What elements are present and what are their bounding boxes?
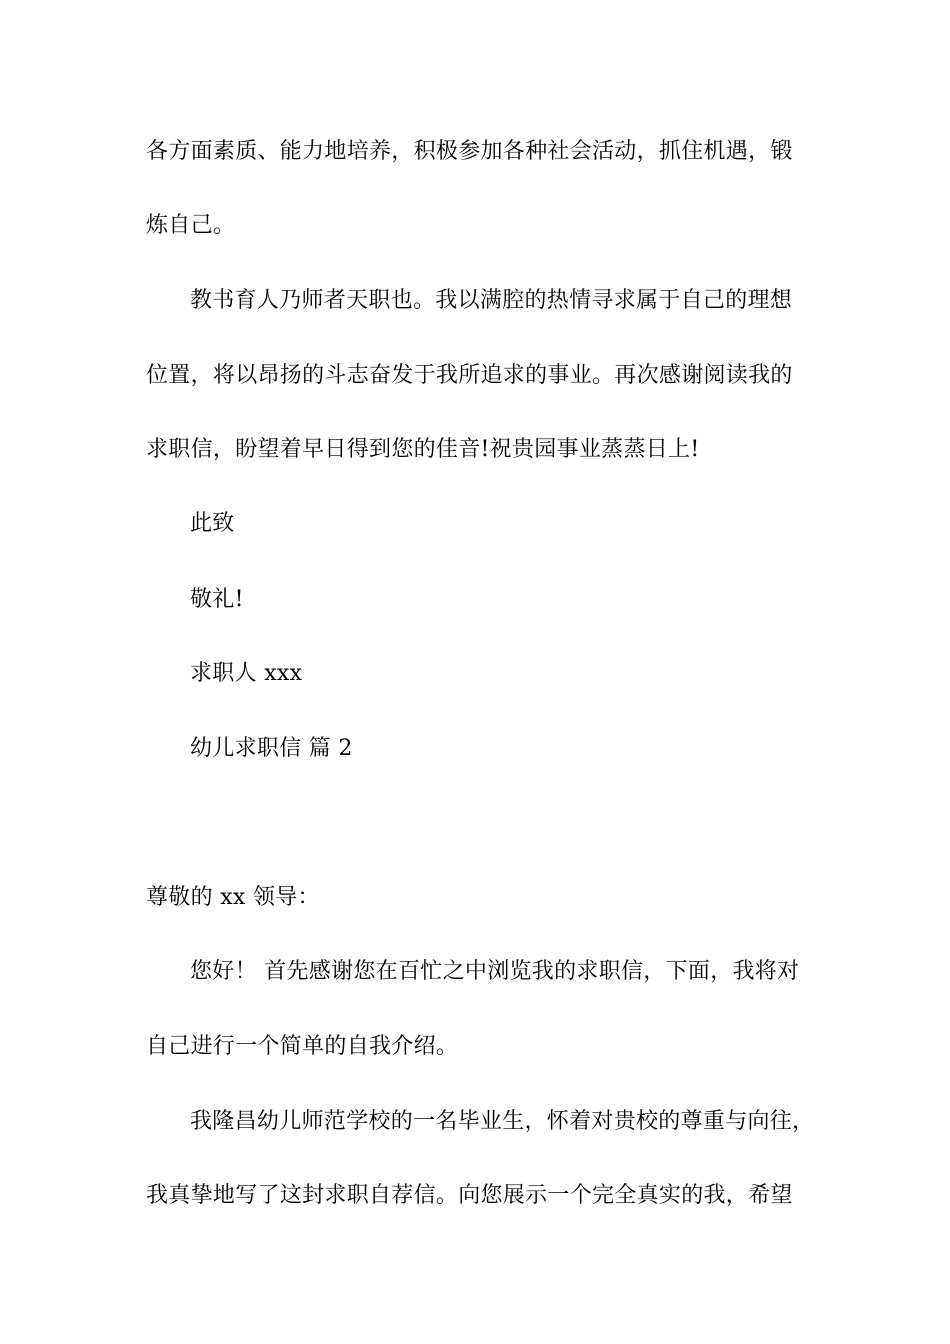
signature-line: 求职人 xxx — [190, 661, 303, 686]
paragraph-line: 我隆昌幼儿师范学校的一名毕业生，怀着对贵校的尊重与向往， — [190, 1109, 815, 1134]
letter-greeting: 尊敬的 xx 领导： — [146, 885, 320, 910]
paragraph-line: 教书育人乃师者天职也。我以满腔的热情寻求属于自己的理想 — [190, 288, 793, 313]
closing-regards: 敬礼! — [190, 587, 244, 612]
paragraph-line: 求职信，盼望着早日得到您的佳音!祝贵园事业蒸蒸日上! — [146, 437, 700, 462]
paragraph-line: 位置，将以昂扬的斗志奋发于我所追求的事业。再次感谢阅读我的 — [146, 363, 793, 388]
paragraph-line: 我真挚地写了这封求职自荐信。向您展示一个完全真实的我，希望 — [146, 1183, 793, 1208]
paragraph-line: 各方面素质、能力地培养，积极参加各种社会活动，抓住机遇，锻 — [146, 139, 793, 164]
paragraph-line: 炼自己。 — [146, 213, 236, 238]
section-heading: 幼儿求职信 篇 2 — [190, 736, 353, 761]
closing-salutation: 此致 — [190, 511, 235, 536]
paragraph-line: 自己进行一个简单的自我介绍。 — [146, 1034, 459, 1059]
paragraph-line: 您好！ 首先感谢您在百忙之中浏览我的求职信，下面，我将对 — [190, 959, 800, 984]
